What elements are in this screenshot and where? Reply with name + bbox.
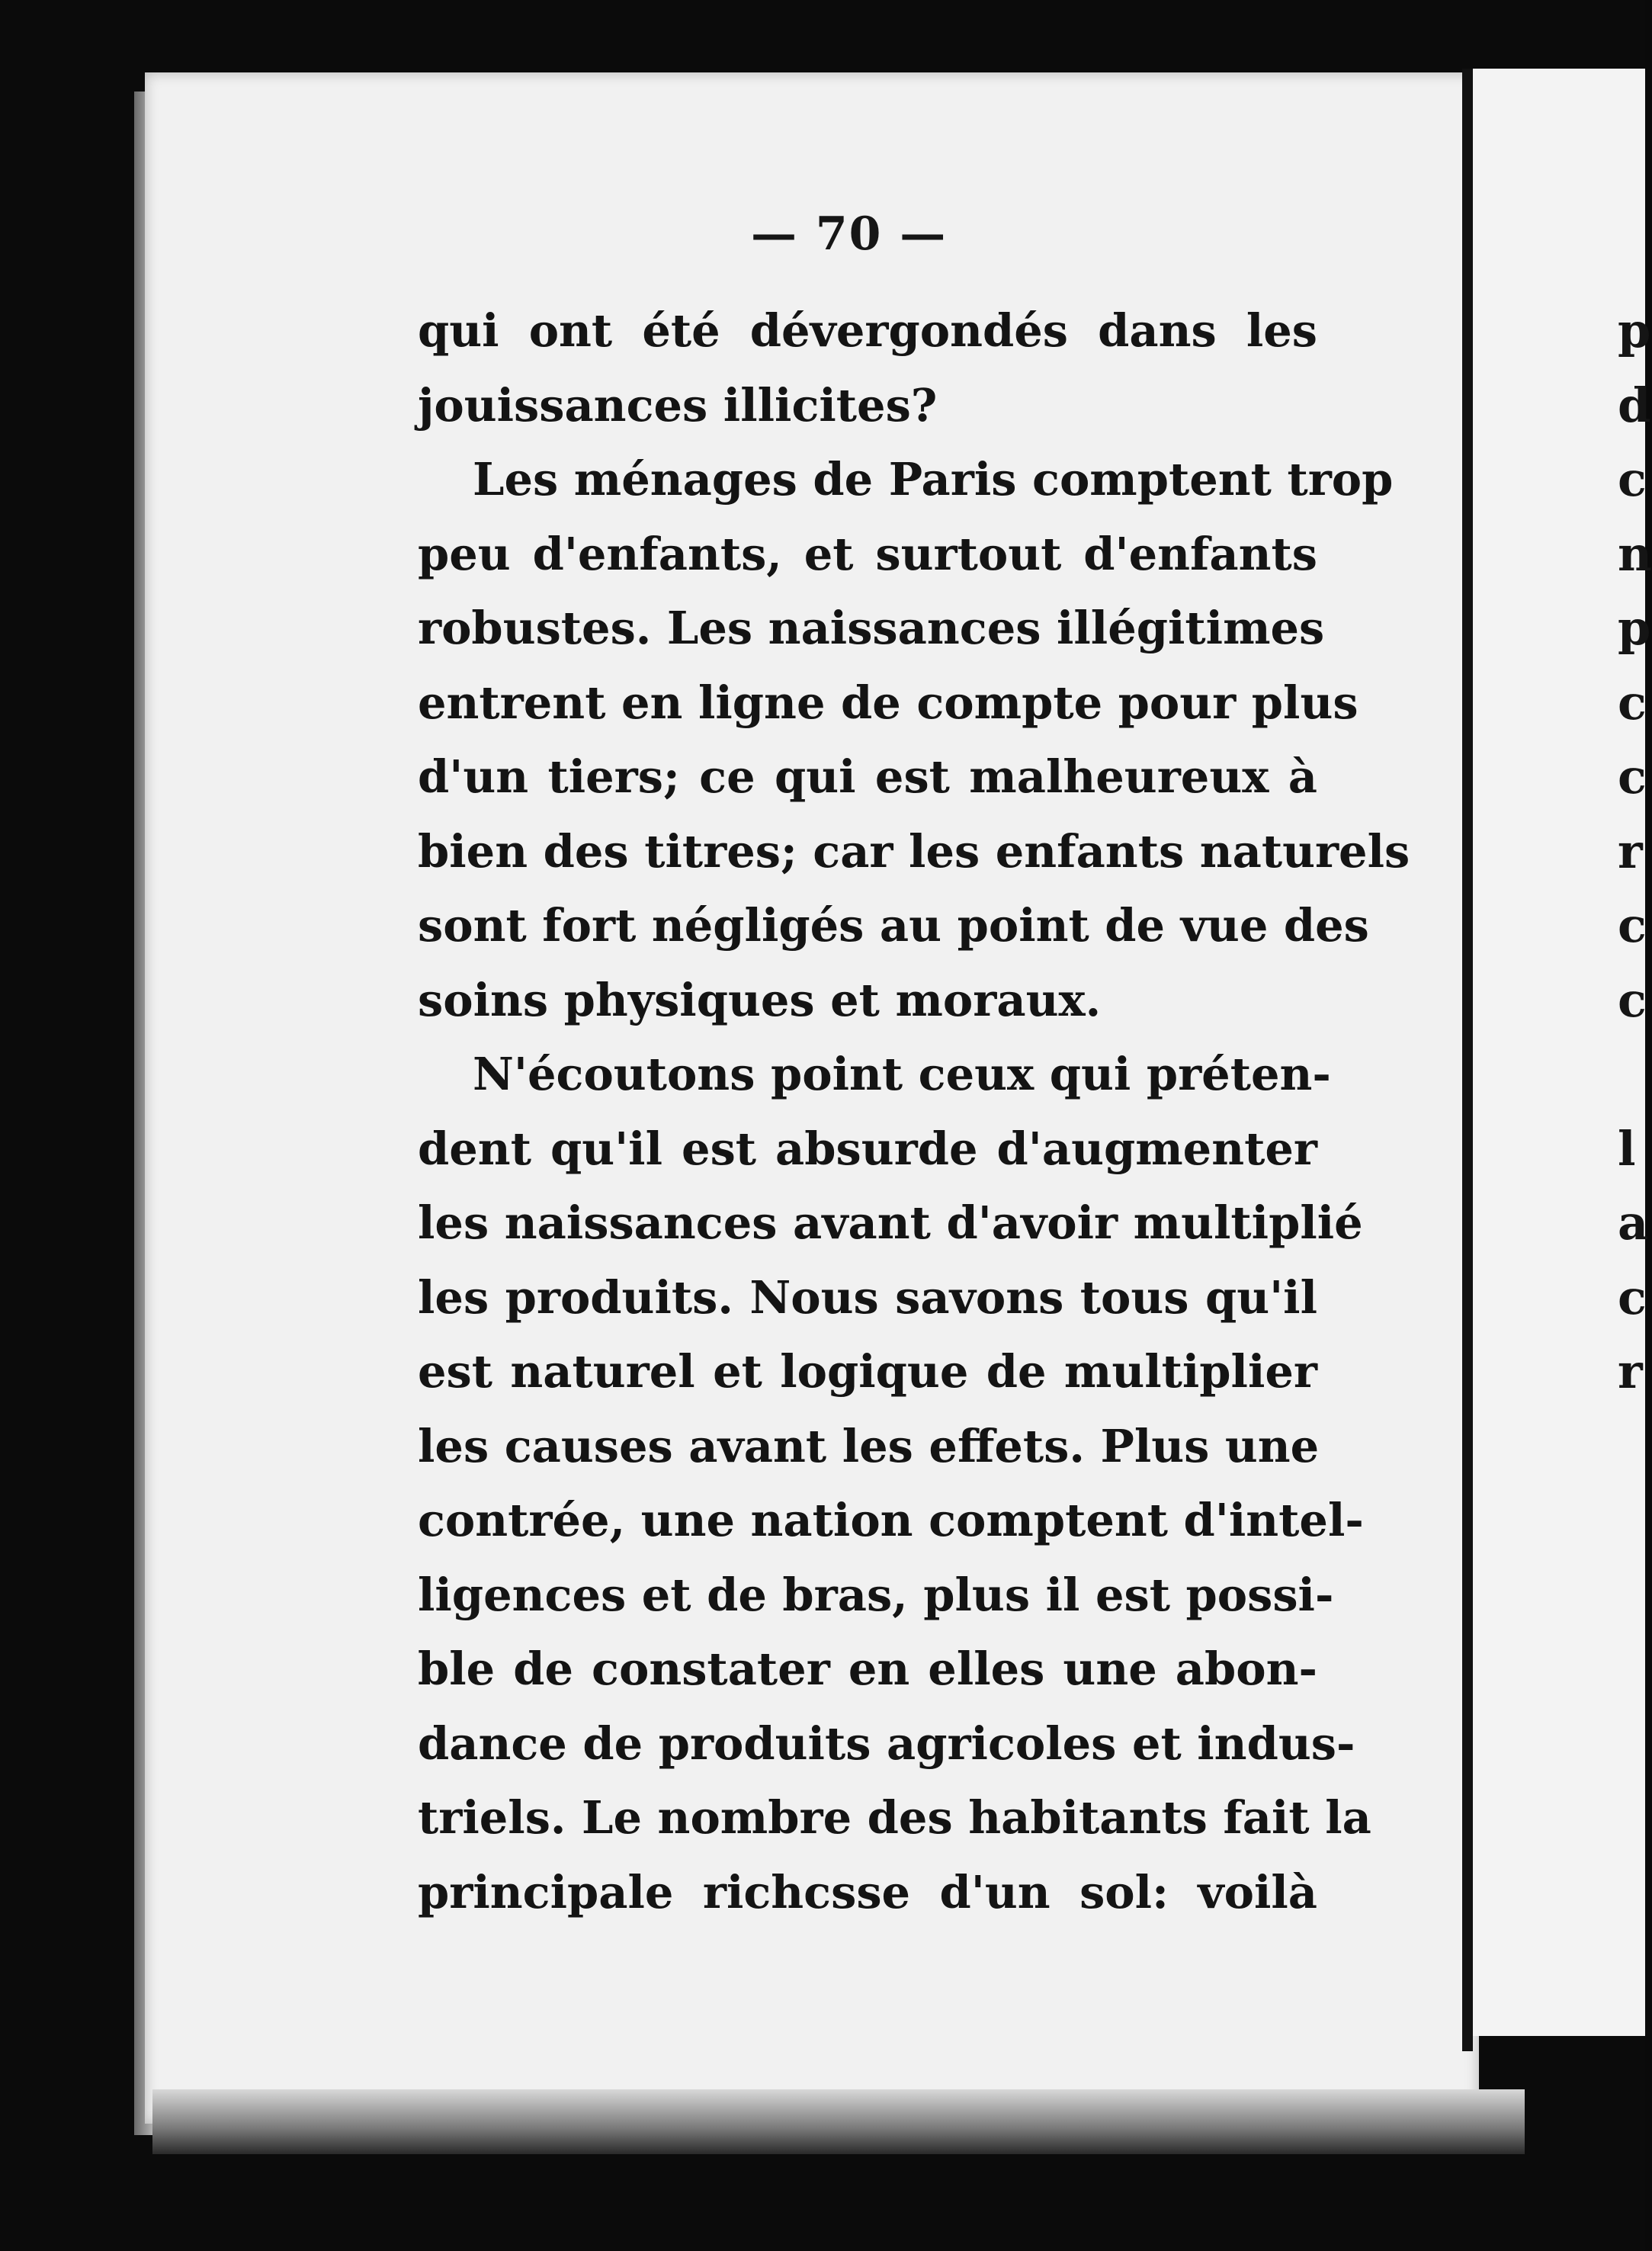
fragment-letter: c — [1618, 898, 1647, 953]
fragment-letter: c — [1618, 1269, 1647, 1325]
text-line: bien des titres; car les enfants naturels — [418, 824, 1410, 878]
text-line: ligences et de bras, plus il est possi- — [418, 1568, 1334, 1621]
fragment-letter: c — [1618, 674, 1647, 731]
text-line: jouissances illicites? — [418, 378, 938, 432]
fragment-letter: n — [1618, 525, 1652, 582]
text-line: robustes. Les naissances illégitimes — [418, 602, 1325, 654]
book-gutter — [1462, 69, 1473, 2051]
text-line: d'un tiers; ce qui est malheureux à — [418, 750, 1317, 803]
text-line: entrent en ligne de compte pour plus — [418, 676, 1358, 729]
bottom-page-edge — [152, 2089, 1525, 2154]
text-line: est naturel et logique de multiplier — [418, 1345, 1317, 1398]
text-line: ble de constater en elles une abon- — [418, 1642, 1317, 1695]
body-text — [418, 294, 1410, 1929]
text-line: triels. Le nombre des habitants fait la — [418, 1791, 1371, 1844]
text-line: principale richcsse d'un sol: voilà — [418, 1865, 1317, 1919]
text-line: contrée, une nation comptent d'intel- — [418, 1494, 1364, 1546]
text-line: sont fort négligés au point de vue des — [418, 899, 1369, 952]
fragment-letter: p — [1618, 600, 1651, 656]
fragment-letter: a — [1618, 1195, 1649, 1251]
text-line: les causes avant les effets. Plus une — [418, 1419, 1320, 1472]
fragment-letter: c — [1618, 749, 1647, 804]
text-line: qui ont été dévergondés dans les — [418, 304, 1317, 357]
text-line: Les ménages de Paris comptent trop — [473, 453, 1394, 506]
fragment-letter: d — [1618, 377, 1651, 433]
text-line: soins physiques et moraux. — [418, 973, 1102, 1026]
fragment-letter: p — [1618, 303, 1651, 358]
fragment-letter: l — [1618, 1120, 1636, 1177]
page-number: — 70 — — [751, 207, 948, 261]
fragment-letter: r — [1618, 1344, 1643, 1399]
text-line: dent qu'il est absurde d'augmenter — [418, 1122, 1317, 1175]
text-line: les naissances avant d'avoir multiplié — [418, 1196, 1363, 1249]
fragment-letter: c — [1618, 451, 1647, 507]
text-line: les produits. Nous savons tous qu'il — [418, 1270, 1317, 1324]
fragment-letter: c — [1618, 971, 1647, 1028]
fragment-letter — [1618, 1037, 1652, 1112]
text-line: dance de produits agricoles et indus- — [418, 1716, 1355, 1770]
text-line: peu d'enfants, et surtout d'enfants — [418, 527, 1317, 580]
fragment-letter: r — [1618, 823, 1643, 879]
text-line: N'écoutons point ceux qui préten- — [473, 1048, 1331, 1100]
right-page-text-fragment — [1618, 294, 1652, 1409]
